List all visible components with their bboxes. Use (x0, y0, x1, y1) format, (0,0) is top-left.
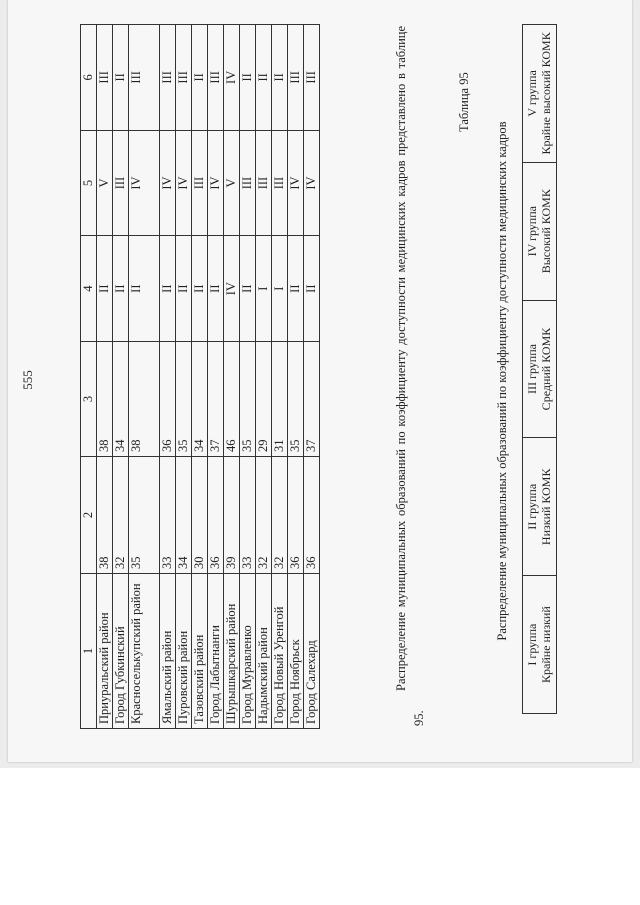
table-cell: IV (288, 130, 304, 236)
municipality-name-cell: Тазовский район (192, 574, 208, 729)
table-caption: Распределение муниципальных образований по коэффициенту доступности медицинских кадров (495, 121, 509, 641)
table-cell: 34 (176, 457, 192, 574)
table-cell: 31 (272, 342, 288, 457)
municipality-name-cell: Город Новый Уренгой (272, 574, 288, 729)
table-cell: III (160, 25, 176, 131)
table-row (176, 25, 192, 729)
table-cell: III (97, 25, 113, 131)
table-cell: III (208, 25, 224, 131)
table-cell: IV (160, 130, 176, 236)
table-label: Таблица 95 (457, 72, 471, 132)
municipality-name-cell: Город Ноябрьск (288, 574, 304, 729)
table-cell: III (192, 130, 208, 236)
table-cell: 33 (160, 457, 176, 574)
table-cell: 29 (256, 342, 272, 457)
table-header-row (81, 25, 97, 729)
table-cell: II (129, 236, 160, 342)
table-row (208, 25, 224, 729)
table-cell: 36 (160, 342, 176, 457)
table-cell: I (256, 236, 272, 342)
municipality-name-cell: Город Губкинский (113, 574, 129, 729)
table-cell: III (304, 25, 320, 131)
table-cell: II (304, 236, 320, 342)
municipality-name-cell: Ямальский район (160, 574, 176, 729)
table-cell: II (240, 236, 256, 342)
table-row (160, 25, 176, 729)
table-cell: II (288, 236, 304, 342)
municipality-name-cell: Пуровский район (176, 574, 192, 729)
table-cell: II (240, 25, 256, 131)
table-cell: 38 (97, 342, 113, 457)
table-cell: 36 (208, 457, 224, 574)
table-row (256, 25, 272, 729)
municipality-name-cell: Город Лабытнанги (208, 574, 224, 729)
group-cell (523, 162, 557, 300)
table-cell: 35 (129, 457, 160, 574)
table-row (224, 25, 240, 729)
groups-table (522, 24, 557, 714)
table-cell: IV (129, 130, 160, 236)
table-cell: II (160, 236, 176, 342)
table-cell: 35 (288, 342, 304, 457)
table-cell: 32 (272, 457, 288, 574)
table-cell: 36 (288, 457, 304, 574)
table-row (304, 25, 320, 729)
header-cell: 4 (81, 236, 97, 342)
municipality-name-cell: Город Муравленко (240, 574, 256, 729)
table-row (288, 25, 304, 729)
groups-row (523, 25, 557, 714)
table-row (240, 25, 256, 729)
table-cell: II (192, 236, 208, 342)
table-cell: II (192, 25, 208, 131)
table-cell: IV (224, 236, 240, 342)
table-row (113, 25, 129, 729)
table-cell: II (97, 236, 113, 342)
table-cell: 35 (240, 342, 256, 457)
table-row (97, 25, 113, 729)
group-name: III группа (525, 344, 539, 394)
header-cell: 6 (81, 25, 97, 131)
table-cell: III (240, 130, 256, 236)
table-row (272, 25, 288, 729)
group-name: I группа (525, 623, 539, 666)
table-cell: 36 (304, 457, 320, 574)
table-cell: III (272, 130, 288, 236)
table-cell: V (97, 130, 113, 236)
table-cell: 32 (256, 457, 272, 574)
table-cell: 33 (240, 457, 256, 574)
group-level: Крайне низкий (539, 606, 554, 683)
header-cell: 2 (81, 457, 97, 574)
table-cell: IV (176, 130, 192, 236)
group-cell (523, 576, 557, 714)
table-cell: IV (224, 25, 240, 131)
table-cell: IV (304, 130, 320, 236)
table-cell: 32 (113, 457, 129, 574)
group-cell (523, 300, 557, 438)
table-cell: III (256, 130, 272, 236)
table-cell: 46 (224, 342, 240, 457)
municipality-name-cell: Приуральский район (97, 574, 113, 729)
table-cell: 34 (113, 342, 129, 457)
table-cell: II (208, 236, 224, 342)
scanned-page (8, 0, 632, 762)
table-cell: III (288, 25, 304, 131)
table-cell: 38 (129, 342, 160, 457)
table-cell: I (272, 236, 288, 342)
group-cell (523, 25, 557, 163)
municipality-name-cell: Надымский район (256, 574, 272, 729)
table-cell: II (113, 236, 129, 342)
header-cell: 1 (81, 574, 97, 729)
table-cell: V (224, 130, 240, 236)
table-cell: 34 (192, 342, 208, 457)
table-cell: 38 (97, 457, 113, 574)
group-level: Крайне высокий КОМК (539, 32, 554, 155)
group-cell (523, 438, 557, 576)
group-level: Низкий КОМК (539, 468, 554, 546)
municipality-name-cell: Шурышкарский район (224, 574, 240, 729)
group-name: II группа (525, 483, 539, 530)
table-cell: 37 (304, 342, 320, 457)
table-cell: III (129, 25, 160, 131)
table-cell: 37 (208, 342, 224, 457)
group-name: IV группа (525, 206, 539, 257)
table-cell: II (272, 25, 288, 131)
table-cell: 30 (192, 457, 208, 574)
table-cell: II (256, 25, 272, 131)
page-number: 555 (20, 370, 35, 390)
municipality-name-cell: Красноселькупский район (129, 574, 160, 729)
table-cell: 39 (224, 457, 240, 574)
municipality-name-cell: Город Салехард (304, 574, 320, 729)
table-row (192, 25, 208, 729)
header-cell: 5 (81, 130, 97, 236)
group-name: V группа (525, 70, 539, 117)
table-cell: 35 (176, 342, 192, 457)
header-cell: 3 (81, 342, 97, 457)
table-row (129, 25, 160, 729)
body-paragraph: Распределение муниципальных образований по коэффициенту доступности медицинских кадров представлено в таблице 95. (394, 26, 427, 726)
table-cell: II (176, 236, 192, 342)
municipalities-table (80, 24, 320, 729)
table-cell: II (113, 25, 129, 131)
table-cell: III (176, 25, 192, 131)
group-level: Высокий КОМК (539, 189, 554, 274)
table-cell: IV (208, 130, 224, 236)
table-cell: III (113, 130, 129, 236)
group-level: Средний КОМК (539, 327, 554, 411)
